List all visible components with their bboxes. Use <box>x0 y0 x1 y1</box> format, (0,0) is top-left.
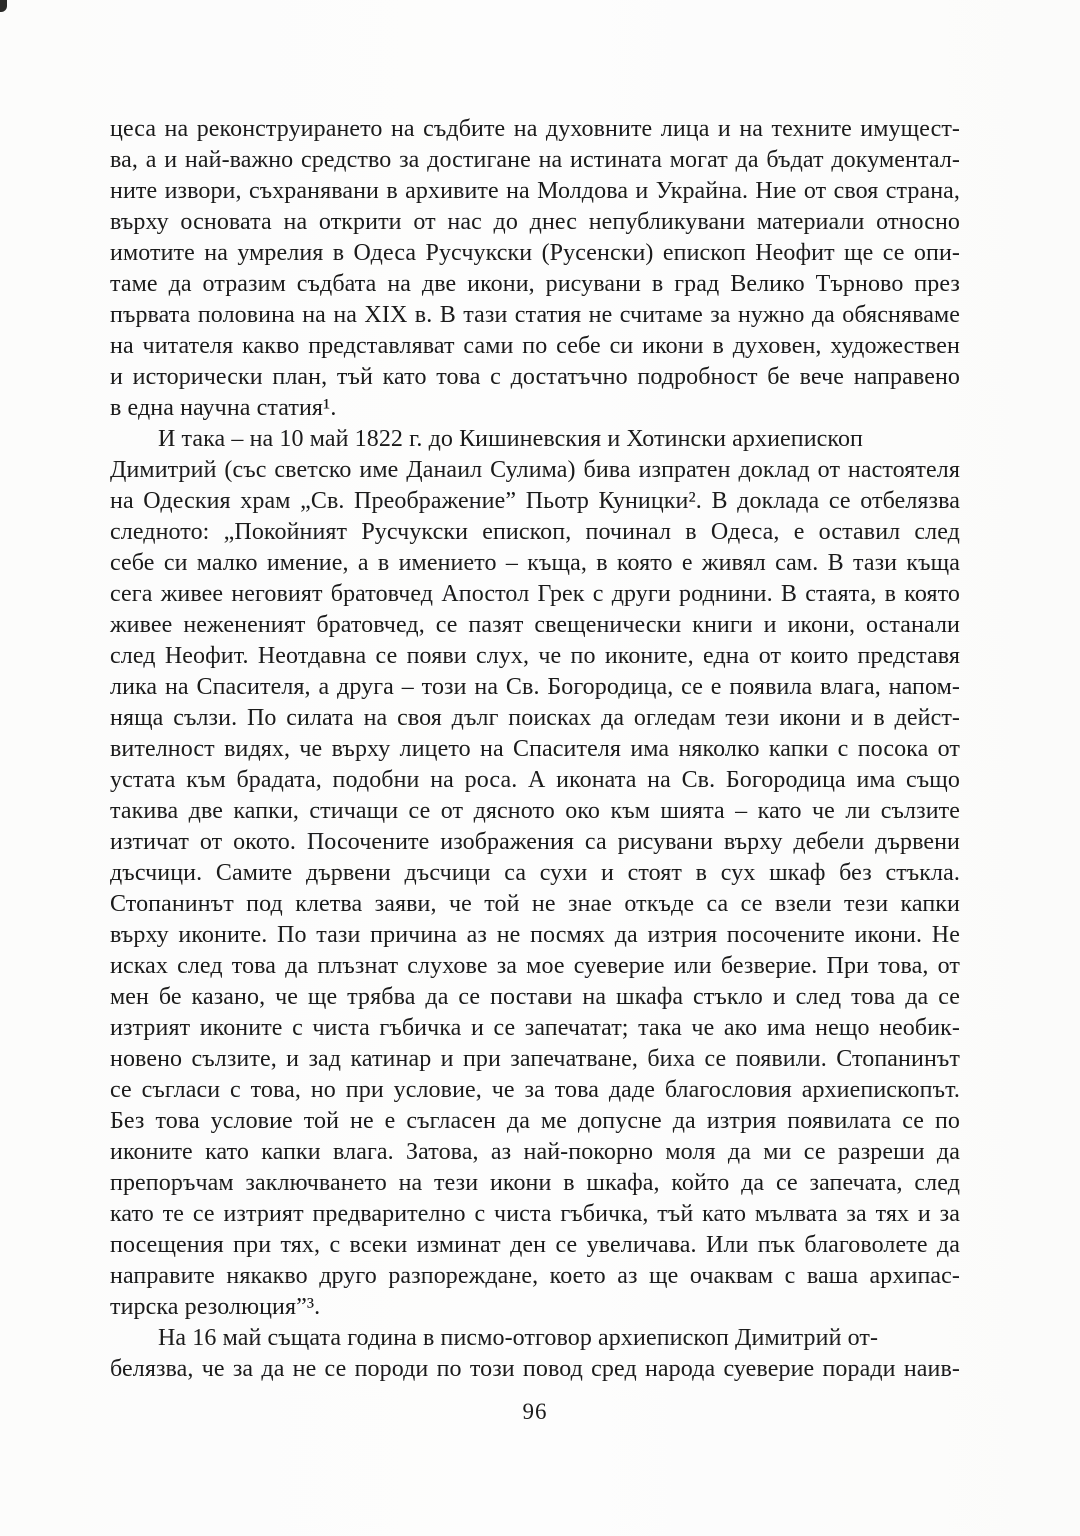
text-line: препоръчам заключването на тези икони в шкафа, който да се запечата, след <box>110 1170 960 1196</box>
text-line: живее нежененият братовчед, се пазят свещенически книги и икони, останали <box>110 612 960 638</box>
text-line: иконите като капки влага. Затова, аз най-покорно моля да ми се разреши да <box>110 1139 960 1165</box>
text-line: и исторически план, тъй като това с достатъчно подробност бе вече направено <box>110 364 960 390</box>
body-text-block <box>110 114 960 1426</box>
scan-artifact <box>0 0 7 12</box>
text-line: първата половина на на XIX в. В тази статия не считаме за нужно да обясняваме <box>110 302 960 328</box>
text-line-paragraph-start: На 16 май същата година в писмо-отговор архиепископ Димитрий от- <box>158 1325 879 1351</box>
text-line: на Одеския храм „Св. Преображение” Пьотр Куницки². В доклада се отбелязва <box>110 488 960 514</box>
text-line: направите някакво друго разпореждане, което аз ще очаквам с ваша архипас- <box>110 1263 960 1289</box>
text-line: имотите на умрелия в Одеса Русчукски (Русенски) епископ Неофит ще се опи- <box>110 240 960 266</box>
text-line: вителност видях, че върху лицето на Спасителя има няколко капки с посока от <box>110 736 960 762</box>
text-line: като те се изтрият предварително с чиста гъбичка, тъй като мълвата за тях и за <box>110 1201 960 1227</box>
text-line-paragraph-end: в една научна статия¹. <box>110 395 337 421</box>
text-line-paragraph-end: тирска резолюция”³. <box>110 1294 321 1320</box>
text-line: ните извори, съхранявани в архивите на Молдова и Украйна. Ние от своя страна, <box>110 178 960 204</box>
text-line: изтичат от окото. Посочените изображения са рисувани върху дебели дървени <box>110 829 960 855</box>
text-line: върху иконите. По тази причина аз не посмях да изтрия посочените икони. Не <box>110 922 960 948</box>
text-line: изтрият иконите с чиста гъбичка и се запечатат; така че ако има нещо необик- <box>110 1015 960 1041</box>
text-line: себе си малко имение, а в имението – къща, в която е живял сам. В тази къща <box>110 550 960 576</box>
text-line: цеса на реконструирането на съдбите на духовните лица и на техните имущест- <box>110 116 960 142</box>
text-line: таме да отразим съдбата на две икони, рисувани в град Велико Търново през <box>110 271 960 297</box>
text-line: Димитрий (със светско име Данаил Сулима) бива изпратен доклад от настоятеля <box>110 457 960 483</box>
text-line: следното: „Покойният Русчукски епископ, починал в Одеса, е оставил след <box>110 519 960 545</box>
text-line: на читателя какво представляват сами по себе си икони в духовен, художествен <box>110 333 960 359</box>
text-line: след Неофит. Неотдавна се появи слух, че по иконите, една от които представя <box>110 643 960 669</box>
text-line: такива две капки, стичащи се от дясното око към шията – като че ли сълзите <box>110 798 960 824</box>
text-line: посещения при тях, с всеки изминат ден се увеличава. Или пък благоволете да <box>110 1232 960 1258</box>
text-line: Без това условие той не е съгласен да ме допусне да изтрия появилата се по <box>110 1108 960 1134</box>
page-number: 96 <box>522 1399 548 1424</box>
text-line: белязва, че за да не се породи по този повод сред народа суеверие поради наив- <box>110 1356 960 1382</box>
text-line: сега живее неговият братовчед Апостол Грек с други роднини. В стаята, в която <box>110 581 960 607</box>
text-line: дъсчици. Самите дървени дъсчици са сухи и стоят в сух шкаф без стъкла. <box>110 860 960 886</box>
text-line: няща сълзи. По силата на своя дълг поисках да огледам тези икони и в дейст- <box>110 705 960 731</box>
text-line: устата към брадата, подобни на роса. А иконата на Св. Богородица има също <box>110 767 960 793</box>
text-line: се съгласи с това, но при условие, че за това даде благословия архиепископът. <box>110 1077 960 1103</box>
text-line: Стопанинът под клетва заяви, че той не знае откъде са се взели тези капки <box>110 891 960 917</box>
text-line: мен бе казано, че ще трябва да се постави на шкафа стъкло и след това да се <box>110 984 960 1010</box>
text-line-paragraph-start: И така – на 10 май 1822 г. до Кишиневския и Хотински архиепископ <box>158 426 863 452</box>
text-line: исках след това да плъзнат слухове за мое суеверие или безверие. При това, от <box>110 953 960 979</box>
text-line: върху основата на открити от нас до днес непубликувани материали относно <box>110 209 960 235</box>
text-line: ва, а и най-важно средство за достигане на истината могат да бъдат документал- <box>110 147 960 173</box>
text-line: лика на Спасителя, а друга – този на Св. Богородица, се е появила влага, напом- <box>110 674 960 700</box>
text-line: новено сълзите, и зад катинар и при запечатване, биха се появили. Стопанинът <box>110 1046 960 1072</box>
